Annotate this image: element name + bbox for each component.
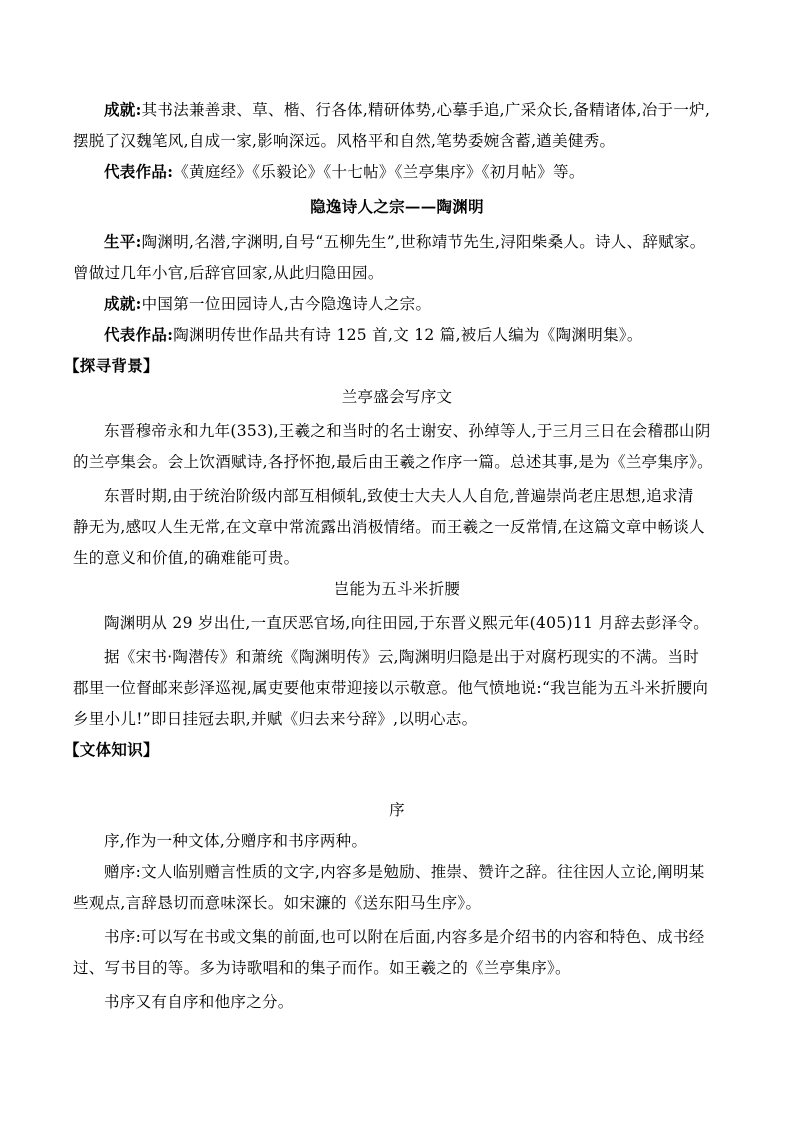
background-sub2-p2-line2: 郡里一位督邮来彭泽巡视,属吏要他束带迎接以示敬意。他气愤地说:“我岂能为五斗米折腰向 (73, 679, 709, 697)
tao-life-line2: 曾做过几年小官,后辞官回家,从此归隐田园。 (73, 264, 384, 282)
genre-p2-line2: 些观点,言辞恳切而意味深长。如宋濂的《送东阳马生序》。 (73, 894, 482, 912)
background-sub1-p1-line1: 东晋穆帝永和九年(353),王羲之和当时的名士谢安、孙绰等人,于三月三日在会稽郡山阴 (104, 422, 711, 440)
wang-works-text: 《黄庭经》《乐毅论》《十七帖》《兰亭集序》《初月帖》等。 (173, 163, 585, 181)
genre-p4: 书序又有自序和他序之分。 (104, 993, 294, 1011)
background-sub1-p2-line1: 东晋时期,由于统治阶级内部互相倾轧,致使士大夫人人自危,普遍崇尚老庄思想,追求清 (104, 487, 694, 505)
tao-works-text: 陶渊明传世作品共有诗 125 首,文 12 篇,被后人编为《陶渊明集》。 (173, 326, 643, 344)
wang-achievement-line2: 摆脱了汉魏笔风,自成一家,影响深远。风格平和自然,笔势委婉含蓄,遒美健秀。 (73, 132, 616, 150)
tao-life-label: 生平: (104, 232, 142, 251)
genre-p3-line1: 书序:可以写在书或文集的前面,也可以附在后面,内容多是介绍书的内容和特色、成书经 (104, 928, 705, 946)
tao-life-line1 (0, 232, 794, 252)
tao-works-line (0, 325, 794, 345)
background-section-title: 【探寻背景】 (64, 356, 159, 375)
wang-works-label: 代表作品: (104, 162, 174, 181)
genre-p1: 序,作为一种文体,分赠序和书序两种。 (104, 832, 368, 850)
background-sub2-p2-line1: 据《宋书·陶潜传》和萧统《陶渊明传》云,陶渊明归隐是出于对腐朽现实的不满。当时 (104, 648, 700, 666)
genre-title: 序 (389, 801, 405, 819)
tao-achievement-text: 中国第一位田园诗人,古今隐逸诗人之宗。 (141, 295, 432, 313)
wang-achievement-text: 其书法兼善隶、草、楷、行各体,精研体势,心摹手追,广采众长,备精诸体,冶于一炉, (141, 101, 711, 119)
tao-works-label: 代表作品: (104, 325, 174, 344)
background-sub2-p2-line3: 乡里小儿!”即日挂冠去职,并赋《归去来兮辞》,以明心志。 (73, 710, 478, 728)
genre-section-title: 【文体知识】 (64, 740, 159, 759)
tao-achievement-label: 成就: (104, 294, 142, 313)
background-sub1-p1-line2: 的兰亭集会。会上饮酒赋诗,各抒怀抱,最后由王羲之作序一篇。总述其事,是为《兰亭集序》。 (73, 453, 713, 471)
wang-works-line (0, 162, 794, 182)
genre-p3-line2: 过、写书目的等。多为诗歌唱和的集子而作。如王羲之的《兰亭集序》。 (73, 959, 571, 977)
tao-life-text: 陶渊明,名潜,字渊明,自号“五柳先生”,世称靖节先生,浔阳柴桑人。诗人、辞赋家。 (141, 233, 706, 251)
wang-achievement-line1 (0, 100, 794, 120)
tao-achievement-line (0, 294, 794, 314)
background-sub2-p1: 陶渊明从 29 岁出仕,一直厌恶官场,向往田园,于东晋义熙元年(405)11 月辞去彭泽令。 (104, 614, 709, 632)
background-sub1-title: 兰亭盛会写序文 (341, 388, 453, 406)
background-sub1-p2-line3: 生的意义和价值,的确难能可贵。 (73, 549, 300, 567)
background-sub2-title: 岂能为五斗米折腰 (333, 580, 461, 598)
background-sub1-p2-line2: 静无为,感叹人生无常,在文章中常流露出消极情绪。而王羲之一反常情,在这篇文章中畅谈人 (73, 518, 705, 536)
genre-p2-line1: 赠序:文人临别赠言性质的文字,内容多是勉励、推崇、赞许之辞。往往因人立论,阐明某 (104, 863, 705, 881)
wang-achievement-label: 成就: (104, 100, 142, 119)
tao-heading: 隐逸诗人之宗——陶渊明 (310, 197, 484, 216)
